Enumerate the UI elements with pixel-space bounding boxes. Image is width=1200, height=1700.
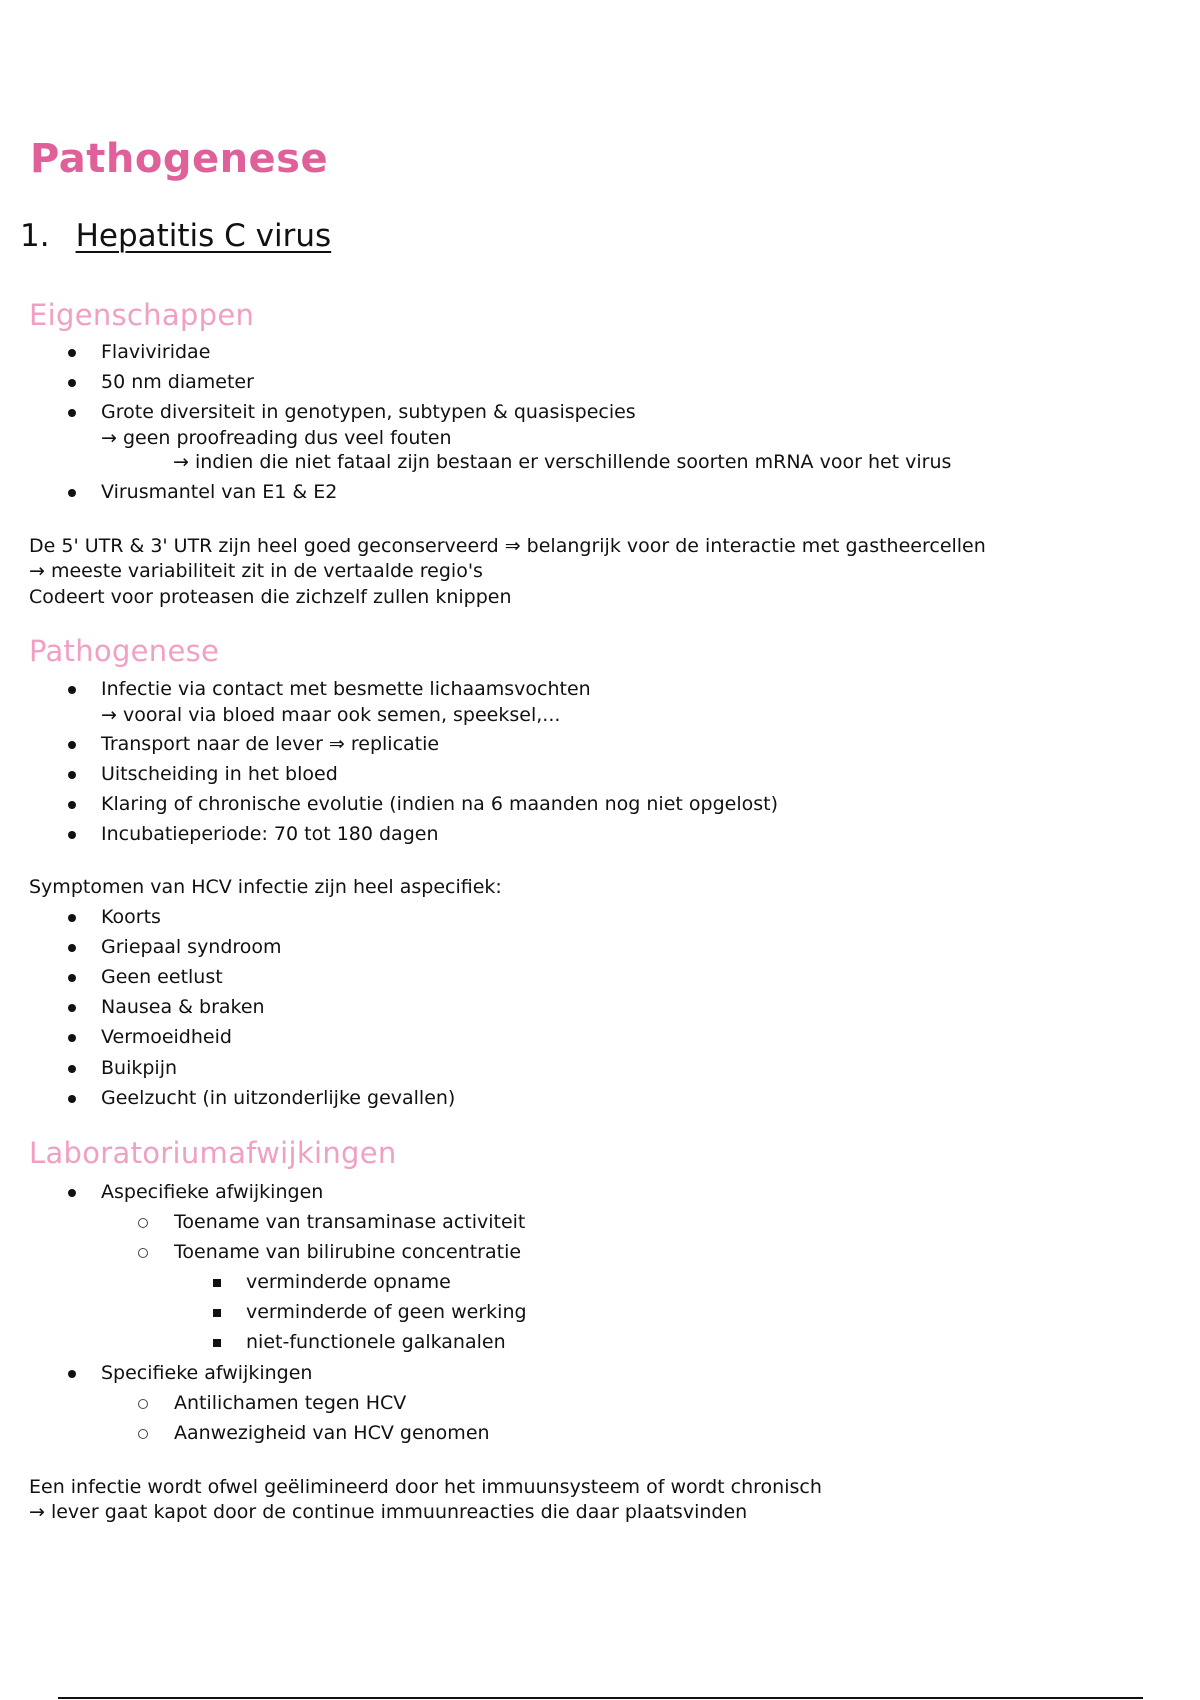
bullet-icon xyxy=(68,741,76,749)
bullet-icon xyxy=(68,831,76,839)
paragraph-line: Symptomen van HCV infectie zijn heel aspecifiek: xyxy=(29,876,502,898)
bullet-icon xyxy=(68,409,76,417)
bullet-icon xyxy=(68,1095,76,1103)
bullet-icon xyxy=(68,1189,76,1197)
hollow-bullet-icon xyxy=(138,1248,148,1258)
page-title: Pathogenese xyxy=(30,136,329,182)
paragraph-line: De 5' UTR & 3' UTR zijn heel goed geconserveerd ⇒ belangrijk voor de interactie met gastheercellen xyxy=(29,535,986,557)
hollow-bullet-icon xyxy=(138,1218,148,1228)
document-page: Pathogenese 1. Hepatitis C virus Eigenschappen Flaviviridae 50 nm diameter Grote diversiteit in genotypen, subtypen & quasispecies → geen proofreading dus veel fouten → indien die niet fataal zijn bestaan er verschillende soorten mRNA voor het virus Virusmantel van E1 & E2 De 5' UTR & 3' UTR zijn heel goed geconserveerd ⇒ belangrijk voor de interactie met gastheercellen → meeste variabiliteit zit in de vertaalde regio's Codeert voor proteasen die zichzelf zullen knippen Pathogenese Infectie via contact met besmette lichaamsvochten → vooral via bloed maar ook semen, speeksel,... Transport naar de lever ⇒ replicatie Uitscheiding in het bloed Klaring of chronische evolutie (indien na 6 maanden nog niet opgelost) Incubatieperiode: 70 tot 180 dagen Symptomen van HCV infectie zijn heel aspecifiek: Koorts Griepaal syndroom Geen eetlust Nausea & braken Vermoeidheid Buikpijn Geelzucht (in uitzonderlijke gevallen) Laboratoriumafwijkingen Aspecifieke afwijkingen Toename van transaminase activiteit Toename van bilirubine concentratie verminderde opname verminderde of geen werking niet-functionele galkanalen Specifieke afwijkingen Antilichamen tegen HCV Aanwezigheid van HCV genomen Een infectie wordt ofwel geëlimineerd door het immuunsysteem of wordt chronisch → lever gaat kapot door de continue immuunreacties die daar plaatsvinden xyxy=(0,0,1200,1700)
bullet-icon xyxy=(68,914,76,922)
bullet-icon xyxy=(68,801,76,809)
bullet-icon xyxy=(68,771,76,779)
chapter-number: 1. xyxy=(20,218,50,254)
bullet-icon xyxy=(68,489,76,497)
bullet-icon xyxy=(68,349,76,357)
chapter-title: Hepatitis C virus xyxy=(75,218,332,254)
bullet-icon xyxy=(68,1065,76,1073)
square-bullet-icon xyxy=(213,1339,221,1347)
bullet-icon xyxy=(68,379,76,387)
square-bullet-icon xyxy=(213,1309,221,1317)
bullet-icon xyxy=(68,1004,76,1012)
paragraph-line: Een infectie wordt ofwel geëlimineerd door het immuunsysteem of wordt chronisch xyxy=(29,1476,822,1498)
square-bullet-icon xyxy=(213,1279,221,1287)
section-heading-eigenschappen: Eigenschappen xyxy=(29,298,255,332)
bullet-icon xyxy=(68,944,76,952)
bullet-icon xyxy=(68,1034,76,1042)
hollow-bullet-icon xyxy=(138,1429,148,1439)
paragraph-line: → lever gaat kapot door de continue immuunreacties die daar plaatsvinden xyxy=(29,1501,748,1523)
chapter-heading xyxy=(20,218,331,254)
section-heading-pathogenese: Pathogenese xyxy=(29,634,220,668)
list-item-note: → indien die niet fataal zijn bestaan er verschillende soorten mRNA voor het virus xyxy=(173,451,952,473)
bullet-icon xyxy=(68,686,76,694)
paragraph-line: → meeste variabiliteit zit in de vertaalde regio's xyxy=(29,560,483,582)
bullet-icon xyxy=(68,1370,76,1378)
footer-divider xyxy=(58,1697,1143,1699)
paragraph-line: Codeert voor proteasen die zichzelf zullen knippen xyxy=(29,586,512,608)
hollow-bullet-icon xyxy=(138,1399,148,1409)
list-item-note: → geen proofreading dus veel fouten xyxy=(101,427,452,449)
list-item-note: → vooral via bloed maar ook semen, speeksel,... xyxy=(101,704,561,726)
section-heading-laboratoriumafwijkingen: Laboratoriumafwijkingen xyxy=(29,1136,397,1170)
bullet-icon xyxy=(68,974,76,982)
